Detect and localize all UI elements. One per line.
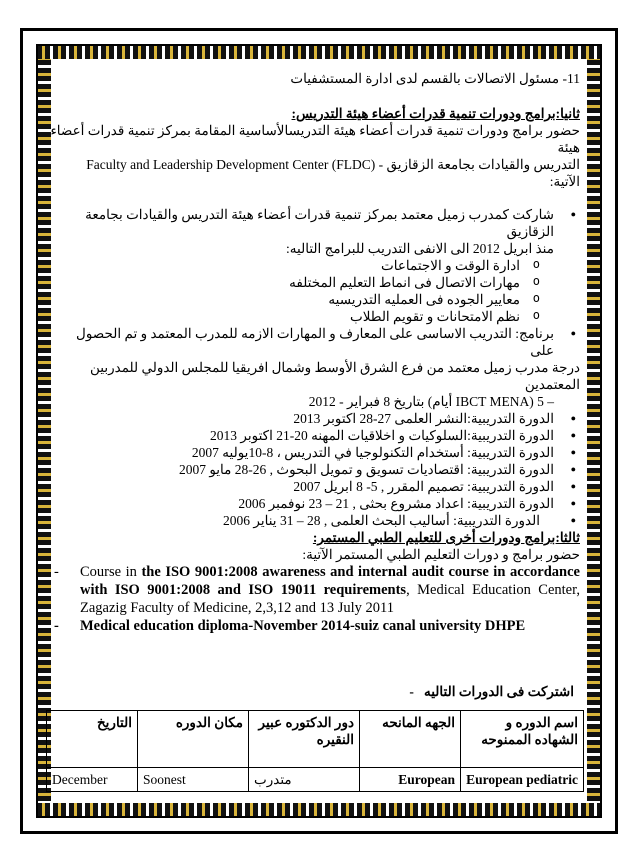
table-header-cell: مكان الدوره	[138, 711, 249, 768]
section2-intro: حضور برامج ودورات تنمية قدرات أعضاء هيئة التدريسالأساسية المقامة بمركز تنمية قدرات أعضاء هيئة	[50, 123, 580, 155]
bullet2-line2: درجة مدرب زميل معتمد من فرع الشرق الأوسط وشمال افريقيا للمجلس الدولي للمدربين المعتمدين	[89, 360, 580, 392]
list-item	[50, 325, 580, 359]
courses-table	[46, 710, 584, 792]
section3-intro: حضور برامج و دورات التعليم الطبي المستمر الآتية:	[302, 547, 580, 562]
table-row	[47, 768, 584, 792]
sub-list-item: o مهارات الاتصال فى انماط التعليم المختلفه	[50, 274, 580, 291]
document-body	[50, 70, 580, 792]
bullet2-line1: ● برنامج: التدريب الاساسى على المعارف و المهارات الازمه للمدرب المعتمد و تم الحصول على	[76, 326, 554, 358]
table-header-cell: التاريخ	[47, 711, 138, 768]
bullet1-line1: ● شاركت كمدرب زميل معتمد بمركز تنمية قدرات أعضاء هيئة التدريس والقيادات بجامعة الزقازيق	[85, 207, 554, 239]
cme-item: - Medical education diploma-November 2014-suiz canal university DHPE	[50, 617, 580, 635]
list-item-continued	[50, 359, 580, 410]
sub-list-item: o معايير الجوده فى العمليه التدريسيه	[50, 291, 580, 308]
table-header-cell: دور الدكتوره عبير النقيره	[249, 711, 360, 768]
table-cell: European pediatric	[461, 768, 584, 792]
table-cell: European	[360, 768, 461, 792]
list-item: ● الدورة التدريبية: أساليب البحث العلمى , 28 – 31 يناير 2006	[50, 512, 580, 529]
section2-intro-line3: الآتية:	[549, 174, 580, 189]
cme-list	[50, 563, 580, 635]
bullet1-line2: منذ ابريل 2012 الى الانفى التدريب للبرامج التاليه:	[286, 241, 554, 256]
list-item: ● الدورة التدريبية:السلوكيات و اخلاقيات المهنه 20-21 اكتوبر 2013	[50, 427, 580, 444]
header-item: 11- مسئول الاتصالات بالقسم لدى ادارة المستشفيات	[290, 71, 580, 86]
list-item: ● الدورة التدريبية: اقتصاديات تسويق و تمويل البحوث , 26-28 مايو 2007	[50, 461, 580, 478]
cme-item: - Course in the ISO 9001:2008 awareness and internal audit course in accordance with ISO 9001:2008 and ISO 19011 requirements, Medical Education Center, Zagazig Faculty of Medicine, 2,3,12 and 13 July 2011	[50, 563, 580, 617]
list-item: ● الدورة التدريبية:النشر العلمى 27-28 اكتوبر 2013	[50, 410, 580, 427]
section2-title: ثانيا:برامج ودورات تنمية قدرات أعضاء هيئة التدريس:	[291, 106, 580, 121]
list-item	[50, 206, 580, 240]
list-item-continued	[50, 240, 580, 257]
section3-title: ثالثا:برامج ودورات أخرى للتعليم الطبي المستمر:	[312, 530, 580, 545]
list-item: ● الدورة التدريبية: تصميم المقرر , 5- 8 ابريل 2007	[50, 478, 580, 495]
table-cell: متدرب	[249, 768, 360, 792]
training-list	[50, 206, 580, 529]
table-header-row	[47, 711, 584, 768]
section4-title: اشتركت فى الدورات التاليه -	[409, 684, 574, 699]
list-item: ● الدورة التدريبية: أستخدام التكنولوجيا في التدريس ، 8-10يوليه 2007	[50, 444, 580, 461]
table-header-cell: اسم الدوره و الشهاده الممنوحه	[461, 711, 584, 768]
table-cell: December	[47, 768, 138, 792]
sub-list-item: o ادارة الوقت و الاجتماعات	[50, 257, 580, 274]
list-item: ● الدورة التدريبية: اعداد مشروع بحثى , 21 – 23 نوفمبر 2006	[50, 495, 580, 512]
table-header-cell: الجهه المانحه	[360, 711, 461, 768]
bullet2-line3: – IBCT MENA) 5 أيام) بتاريخ 8 فبراير - 2012	[308, 394, 554, 409]
table-cell: Soonest	[138, 768, 249, 792]
section2-intro-line2: التدريس والقيادات بجامعة الزقازيق - Faculty and Leadership Development Center (FLDC)	[86, 157, 580, 172]
sub-list-item: o نظم الامتحانات و تقويم الطلاب	[50, 308, 580, 325]
